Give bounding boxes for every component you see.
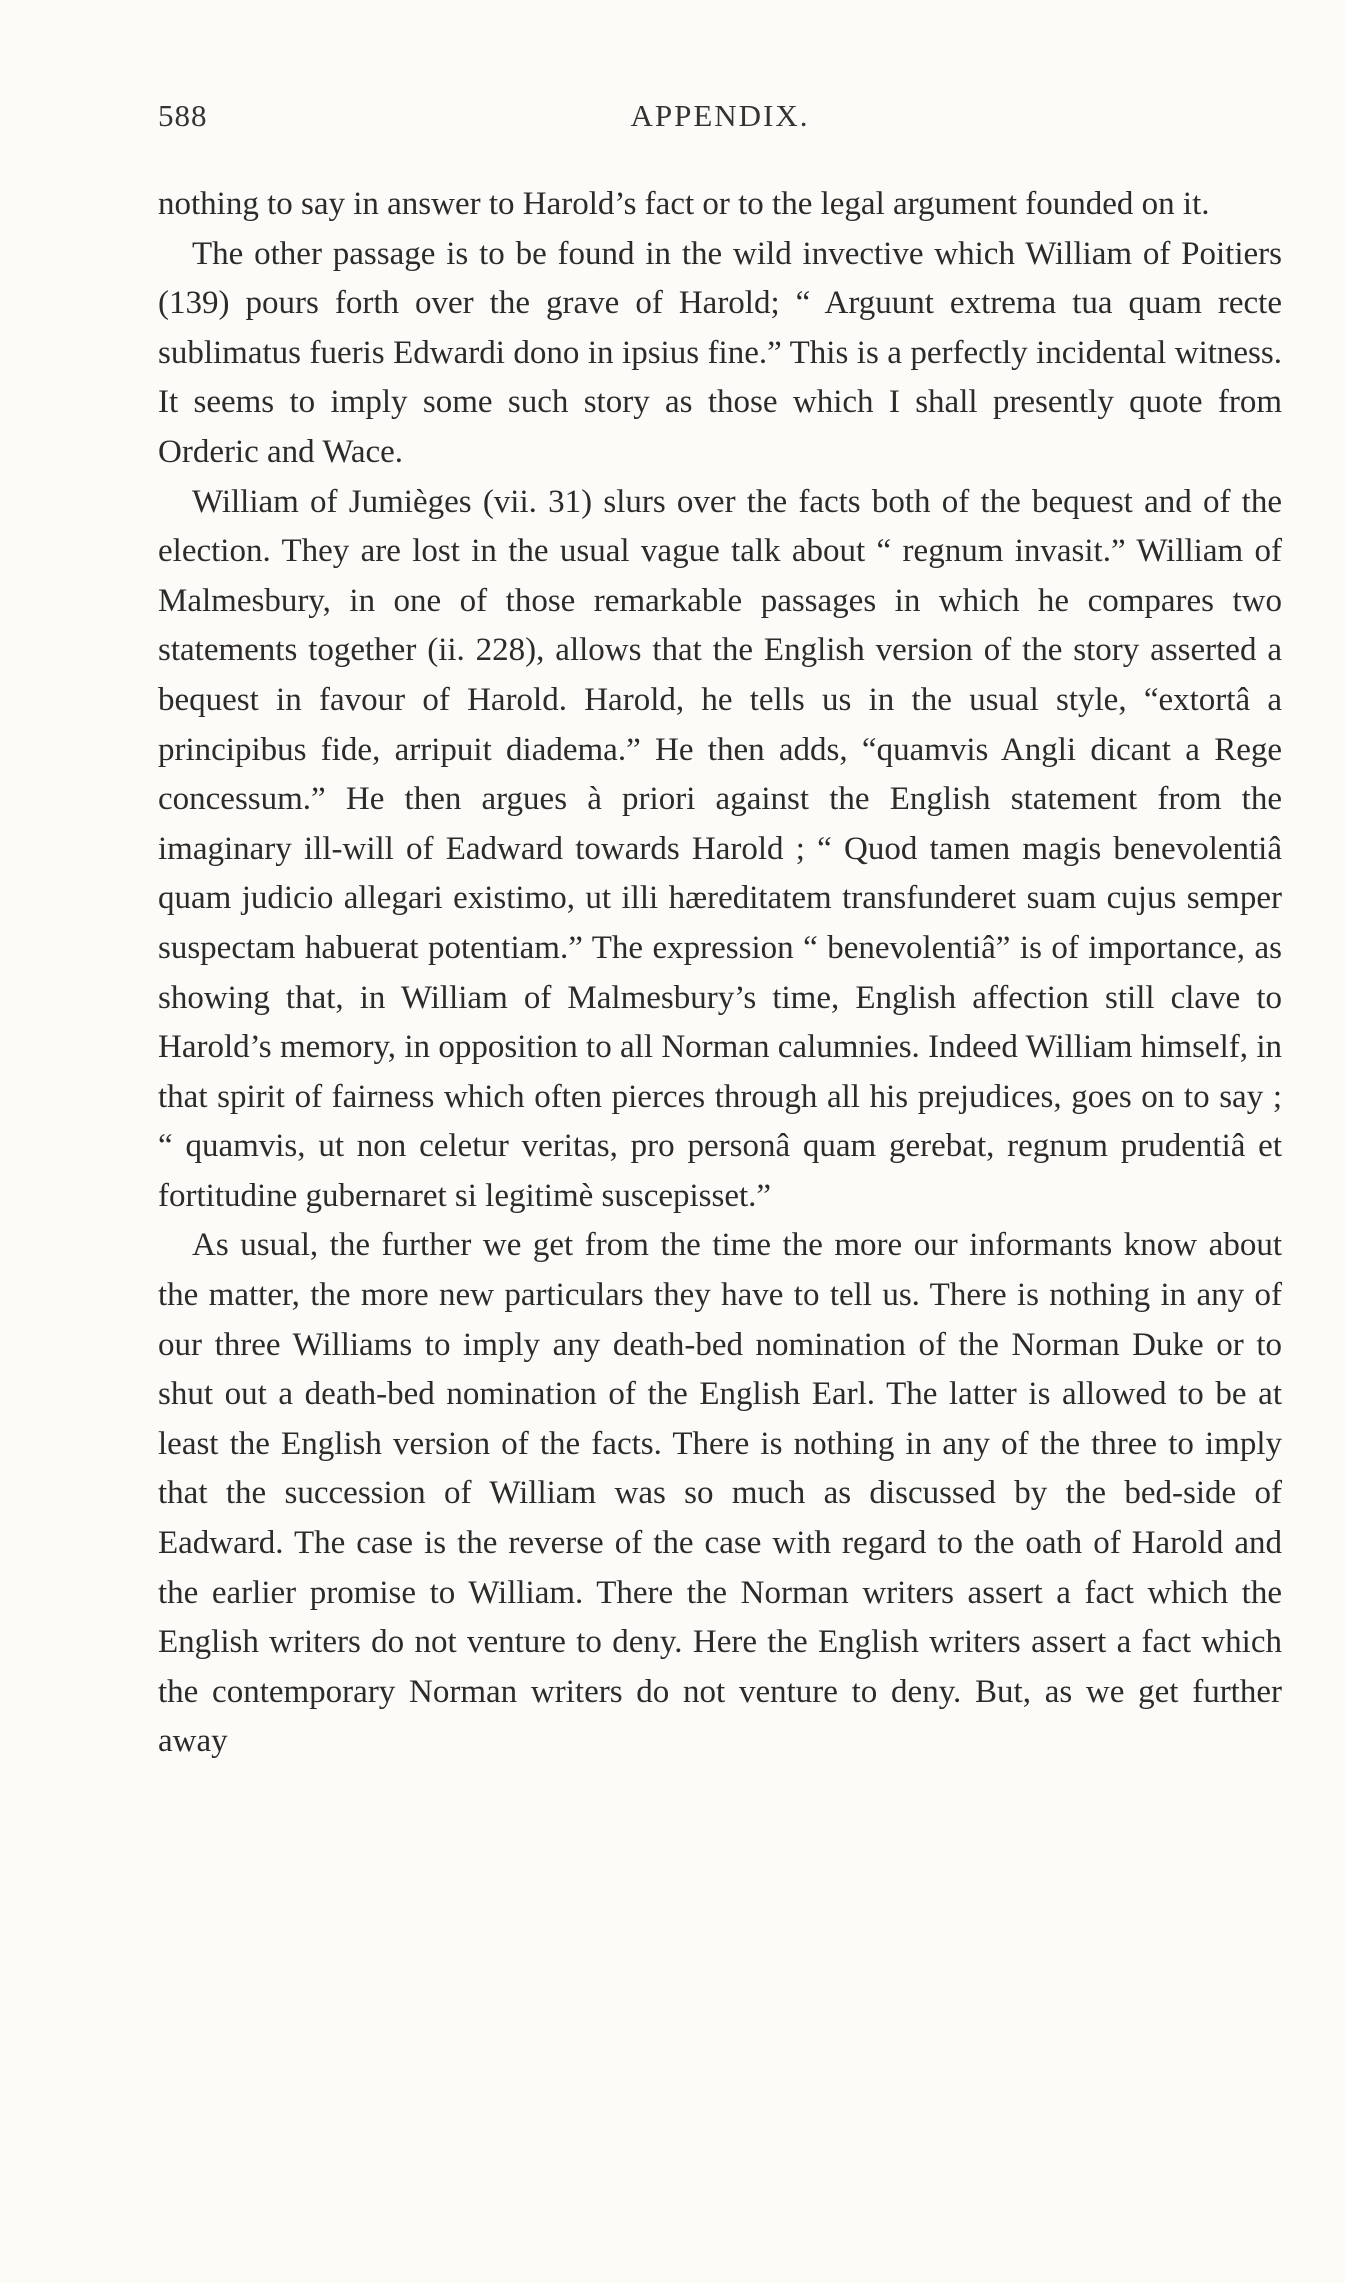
body-text xyxy=(158,180,1282,1767)
paragraph-jumieges-malmesbury: William of Jumièges (vii. 31) slurs over the facts both of the bequest and of the election. They are lost in the usual vague talk about “ regnum invasit.” William of Malmesbury, in one of those remarkable passages in which he compares two statements together (ii. 228), allows that the English version of the story asserted a bequest in favour of Harold. Harold, he tells us in the usual style, “extortâ a principibus fide, arripuit diadema.” He then adds, “quamvis Angli dicant a Rege concessum.” He then argues à priori against the English statement from the imaginary ill-will of Eadward towards Harold ; “ Quod tamen magis benevolentiâ quam judicio allegari existimo, ut illi hæreditatem transfunderet suam cujus semper suspectam habuerat potentiam.” The expression “ benevolentiâ” is of importance, as showing that, in William of Malmesbury’s time, English affection still clave to Harold’s memory, in opposition to all Norman calumnies. Indeed William himself, in that spirit of fairness which often pierces through all his prejudices, goes on to say ; “ quamvis, ut non celetur veritas, pro personâ quam gerebat, regnum prudentiâ et fortitudine gubernaret si legitimè suscepisset.” xyxy=(158,483,1282,1214)
paragraph-continuation: nothing to say in answer to Harold’s fact or to the legal argument founded on it. xyxy=(158,186,1210,222)
paragraph-poitiers: The other passage is to be found in the wild invective which William of Poitiers (139) pours forth over the grave of Harold; “ Arguunt extrema tua quam recte sublimatus fueris Edwardi dono in ipsius fine.” This is a perfectly incidental witness. It seems to imply some such story as those which I shall presently quote from Orderic and Wace. xyxy=(158,235,1282,470)
page-number: 588 xyxy=(158,98,208,133)
paragraph-further-informants: As usual, the further we get from the time the more our informants know about the matter, the more new particulars they have to tell us. There is nothing in any of our three Williams to imply any death-bed nomination of the Norman Duke or to shut out a death-bed nomination of the English Earl. The latter is allowed to be at least the English version of the facts. There is nothing in any of the three to imply that the succession of William was so much as discussed by the bed-side of Eadward. The case is the reverse of the case with regard to the oath of Harold and the earlier promise to William. There the Norman writers assert a fact which the English writers do not venture to deny. Here the English writers assert a fact which the contemporary Norman writers do not venture to deny. But, as we get further away xyxy=(158,1227,1282,1760)
running-head xyxy=(158,98,1282,142)
running-title: APPENDIX. xyxy=(630,98,810,133)
